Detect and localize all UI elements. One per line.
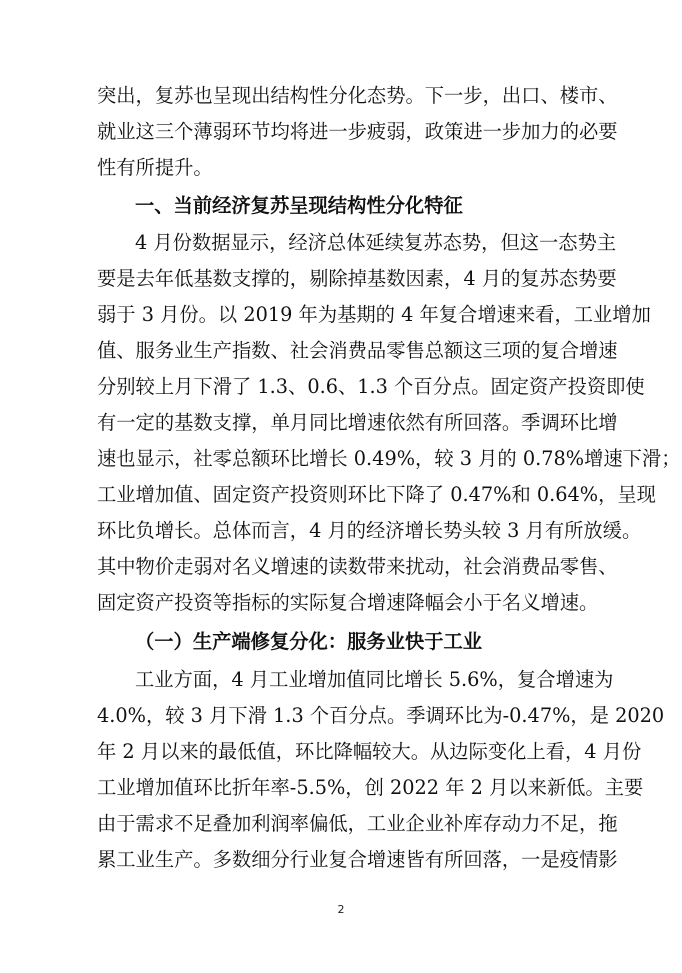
section1-line-8: 工业增加值、固定资产投资则环比下降了 0.47%和 0.64%，呈现 xyxy=(97,483,656,506)
section1-line-5: 分别较上月下滑了 1.3、0.6、1.3 个百分点。固定资产投资即使 xyxy=(97,375,645,398)
subsection1-line-6: 累工业生产。多数细分行业复合增速皆有所回落，一是疫情影 xyxy=(97,848,618,871)
subsection1-line-4: 工业增加值环比折年率-5.5%，创 2022 年 2 月以来新低。主要 xyxy=(97,776,644,799)
section1-line-2: 要是去年低基数支撑的，剔除掉基数因素，4 月的复苏态势要 xyxy=(97,267,617,290)
section1-line-6: 有一定的基数支撑，单月同比增速依然有所回落。季调环比增 xyxy=(97,411,618,434)
page-number: 2 xyxy=(337,903,345,916)
intro-line-2: 就业这三个薄弱环节均将进一步疲弱，政策进一步加力的必要 xyxy=(97,120,618,143)
section1-line-9: 环比负增长。总体而言，4 月的经济增长势头较 3 月有所放缓。 xyxy=(97,519,642,542)
intro-line-3: 性有所提升。 xyxy=(97,156,213,179)
section1-line-7: 速也显示，社零总额环比增长 0.49%，较 3 月的 0.78%增速下滑； xyxy=(97,447,681,470)
subsection1-line-5: 由于需求不足叠加利润率偏低，工业企业补库存动力不足，拖 xyxy=(97,812,618,835)
subsection1-line-3: 年 2 月以来的最低值，环比降幅较大。从边际变化上看，4 月份 xyxy=(97,740,642,763)
section-heading: 一、当前经济复苏呈现结构性分化特征 xyxy=(135,194,463,217)
subsection1-line-2: 4.0%，较 3 月下滑 1.3 个百分点。季调环比为-0.47%，是 2020 xyxy=(97,704,665,727)
section1-line-1: 4 月份数据显示，经济总体延续复苏态势，但这一态势主 xyxy=(135,231,617,254)
section1-line-11: 固定资产投资等指标的实际复合增速降幅会小于名义增速。 xyxy=(97,591,599,614)
intro-line-1: 突出，复苏也呈现出结构性分化态势。下一步，出口、楼市、 xyxy=(97,84,618,107)
subsection1-line-1: 工业方面，4 月工业增加值同比增长 5.6%，复合增速为 xyxy=(135,668,614,691)
subsection-heading: （一）生产端修复分化：服务业快于工业 xyxy=(135,630,483,653)
section1-line-10: 其中物价走弱对名义增速的读数带来扰动，社会消费品零售、 xyxy=(97,555,618,578)
section1-line-4: 值、服务业生产指数、社会消费品零售总额这三项的复合增速 xyxy=(97,339,618,362)
section1-line-3: 弱于 3 月份。以 2019 年为基期的 4 年复合增速来看，工业增加 xyxy=(97,303,651,326)
